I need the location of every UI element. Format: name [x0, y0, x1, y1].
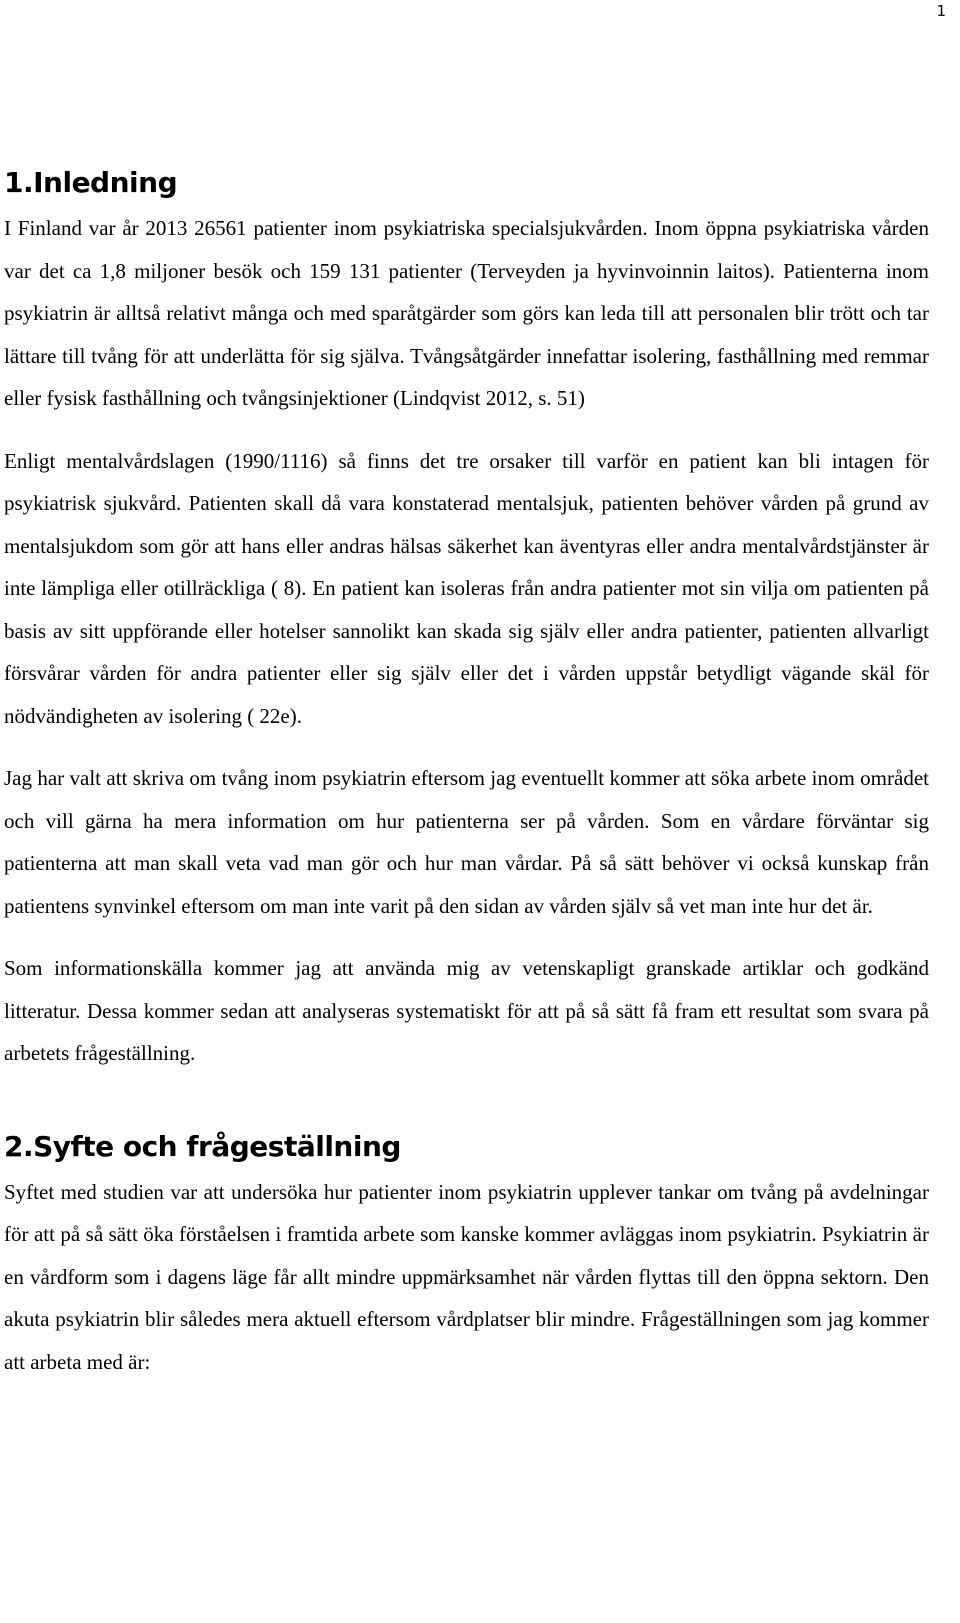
paragraph: Syftet med studien var att undersöka hur patienter inom psykiatrin upplever tankar om tvång på avdelningar för att på så sätt öka förståelsen i framtida arbete som kanske kommer avläggas inom psykiatrin. Psykiatrin är en vårdform som i dagens läge får allt mindre uppmärksamhet när vården flyttas till den öppna sektorn. Den akuta psykiatrin blir således mera aktuell eftersom vårdplatser blir mindre. Frågeställningen som jag kommer att arbeta med är:: [4, 1179, 929, 1374]
paragraph: Som informationskälla kommer jag att använda mig av vetenskapligt granskade artiklar och godkänd litteratur. Dessa kommer sedan att analyseras systematiskt för att på så sätt få fram ett resultat som svara på arbetets frågeställning.: [4, 956, 929, 1065]
paragraph: I Finland var år 2013 26561 patienter inom psykiatriska specialsjukvården. Inom öppna psykiatriska vården var det ca 1,8 miljoner besök och 159 131 patienter (Terveyden ja hyvinvoinnin laitos). Patienterna inom psykiatrin är alltså relativt många och med sparåtgärder som görs kan leda till att personalen blir trött och tar lättare till tvång för att underlätta för sig själva. Tvångsåtgärder innefattar isolering, fasthållning med remmar eller fysisk fasthållning och tvångsinjektioner (Lindqvist 2012, s. 51): [4, 216, 929, 410]
paragraph: Enligt mentalvårdslagen (1990/1116) så finns det tre orsaker till varför en patient kan bli intagen för psykiatrisk sjukvård. Patienten skall då vara konstaterad mentalsjuk, patienten behöver vården på grund av mentalsjukdom som gör att hans eller andras hälsas säkerhet kan äventyras eller andra mentalvårdstjänster är inte lämpliga eller otillräckliga ( 8). En patient kan isoleras från andra patienter mot sin vilja om patienten på basis av sitt uppförande eller hotelser sannolikt kan skada sig själv eller andra patienter, patienten allvarligt försvårar vården för andra patienter eller sig själv eller det i vården uppstår betydligt vägande skäl för nödvändigheten av isolering ( 22e).: [4, 448, 929, 728]
paragraph: Jag har valt att skriva om tvång inom psykiatrin eftersom jag eventuellt kommer att söka arbete inom området och vill gärna ha mera information om hur patienterna ser på vården. Som en vårdare förväntar sig patienterna att man skall veta vad man gör och hur man vårdar. På så sätt behöver vi också kunskap från patientens synvinkel eftersom om man inte varit på den sidan av vården själv så vet man inte hur det är.: [4, 766, 929, 918]
document-body: [4, 150, 929, 1403]
section-heading-syfte: 2.Syfte och frågeställning: [4, 1129, 401, 1163]
page-number: 1: [936, 2, 946, 20]
section-heading-inledning: 1.Inledning: [4, 166, 178, 199]
